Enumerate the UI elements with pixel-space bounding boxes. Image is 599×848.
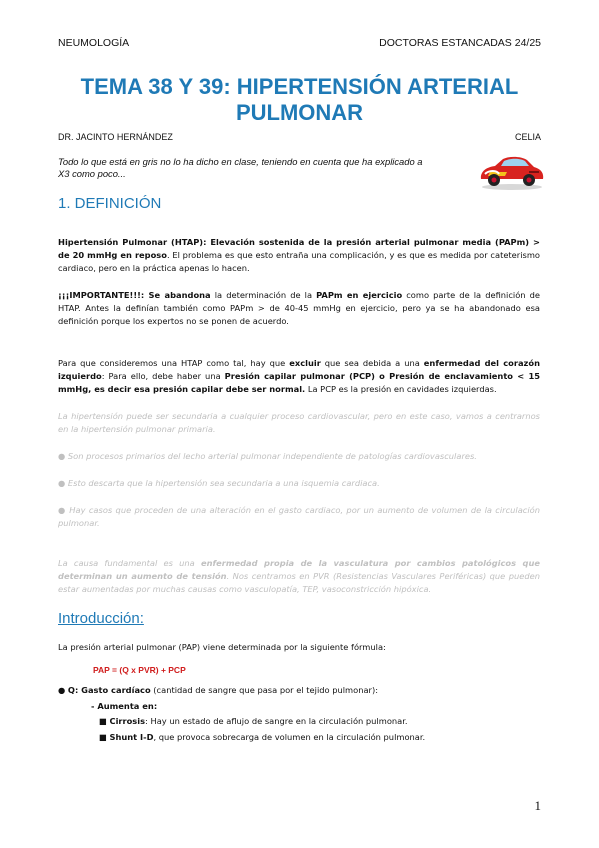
important-text-2: como parte de la definición de HTAP. Antes la definían también como PAPm > de 40-45 mmHg en ejercicio, pero ya se ha abandonado esa definición porque los expertos no se ponen de acuerdo. bbox=[58, 290, 540, 326]
grey-bullet-1: ● Son procesos primarios del lecho arterial pulmonar independiente de patologías cardiovasculares. bbox=[58, 451, 477, 461]
paragraph-exclusion bbox=[58, 357, 540, 396]
definition-text: . El problema es que esto entraña una complicación, y es que es medida por cateterismo cardiaco, pero en la práctica apenas lo hacen. bbox=[58, 250, 540, 273]
title-line-2: PULMONAR bbox=[235, 100, 364, 125]
page-title bbox=[0, 74, 599, 126]
sub-cirrosis-bold: Cirrosis bbox=[109, 716, 146, 726]
note bbox=[58, 156, 476, 180]
note-line-2: X3 como poco... bbox=[58, 168, 126, 179]
grey-bullet-3: ● Hay casos que proceden de una alteración en el gasto cardiaco, por un aumento de volumen de la circulación pulmonar. bbox=[58, 505, 540, 528]
section-definicion: 1. DEFINICIÓN bbox=[58, 195, 162, 212]
grey-cause-text-2: . Nos centramos en PVR (Resistencias Vasculares Periféricas) que pueden estar aumentadas por muchas causas como vasculopatía, TEP, vasoconstricción hipóxica. bbox=[58, 571, 540, 594]
grey-paragraph-2 bbox=[58, 557, 540, 596]
bullet-q bbox=[58, 684, 540, 697]
section-introduccion: Introducción: bbox=[58, 610, 144, 627]
excl-text-1: Para que consideremos una HTAP como tal, hay que bbox=[58, 358, 290, 368]
sub-cirrosis-text: : Hay un estado de aflujo de sangre en la circulación pulmonar. bbox=[145, 716, 408, 726]
important-label: ¡¡¡IMPORTANTE!!!: bbox=[58, 290, 149, 300]
grey-cause-bold: enfermedad propia de la vasculatura por cambios patológicos que determinan un aumento de tensión bbox=[58, 558, 540, 581]
paragraph-formula-intro: La presión arterial pulmonar (PAP) viene determinada por la siguiente fórmula: bbox=[58, 642, 386, 652]
definition-bold: Hipertensión Pulmonar (HTAP): Elevación sostenida de la presión arterial pulmonar media (PAPm) > de 20 mmHg en reposo bbox=[58, 237, 540, 260]
title-line-1: TEMA 38 Y 39: HIPERTENSIÓN ARTERIAL bbox=[80, 74, 519, 99]
author-left: DR. JACINTO HERNÁNDEZ bbox=[58, 132, 173, 142]
grey-bullet-2: ● Esto descarta que la hipertensión sea secundaria a una isquemia cardiaca. bbox=[58, 478, 380, 488]
excl-text-3: : Para ello, debe haber una bbox=[101, 371, 225, 381]
excl-enfermedad: enfermedad del corazón izquierdo bbox=[58, 358, 540, 381]
important-papm: PAPm en ejercicio bbox=[316, 290, 403, 300]
excl-text-4: La PCP es la presión en cavidades izquierdas. bbox=[305, 384, 497, 394]
race-car-icon bbox=[477, 152, 547, 190]
bullet-q-bold: Q: Gasto cardíaco bbox=[67, 685, 151, 695]
header-right: DOCTORAS ESTANCADAS 24/25 bbox=[379, 37, 541, 49]
excl-pcp: Presión capilar pulmonar (PCP) o Presión de enclavamiento < 15 mmHg, es decir esa presión capilar debe ser normal. bbox=[58, 371, 541, 394]
header-left: NEUMOLOGÍA bbox=[58, 37, 130, 49]
sub-shunt-text: , que provoca sobrecarga de volumen en la circulación pulmonar. bbox=[153, 732, 426, 742]
bullet-q-text: (cantidad de sangre que pasa por el tejido pulmonar): bbox=[150, 685, 378, 695]
formula: PAP = (Q x PVR) + PCP bbox=[93, 665, 186, 675]
sub-shunt bbox=[99, 731, 539, 744]
sub-aumenta-label: - Aumenta en: bbox=[91, 701, 158, 711]
paragraph-definition bbox=[58, 236, 540, 275]
excl-text-2: que sea debida a una bbox=[320, 358, 424, 368]
square-bullet-icon: ■ bbox=[99, 732, 110, 742]
square-bullet-icon: ■ bbox=[99, 716, 110, 726]
page-number: 1 bbox=[534, 798, 541, 813]
author-right: CELIA bbox=[514, 132, 541, 142]
bullet-dot: ● bbox=[58, 685, 68, 695]
sub-aumenta bbox=[91, 700, 531, 713]
important-abandona: Se abandona bbox=[148, 290, 211, 300]
note-line-1: Todo lo que está en gris no lo ha dicho en clase, teniendo en cuenta que ha explicado a bbox=[58, 156, 423, 167]
sub-cirrosis bbox=[99, 715, 539, 728]
paragraph-important bbox=[58, 289, 540, 328]
excl-excluir: excluir bbox=[289, 358, 321, 368]
sub-shunt-bold: Shunt I-D bbox=[109, 732, 154, 742]
grey-cause-text-1: La causa fundamental es una bbox=[58, 558, 201, 568]
grey-paragraph-1: La hipertensión puede ser secundaria a cualquier proceso cardiovascular, pero en este caso, vamos a centrarnos en la hipertensión pulmonar primaria. bbox=[58, 411, 540, 434]
important-text-1: la determinación de la bbox=[210, 290, 317, 300]
